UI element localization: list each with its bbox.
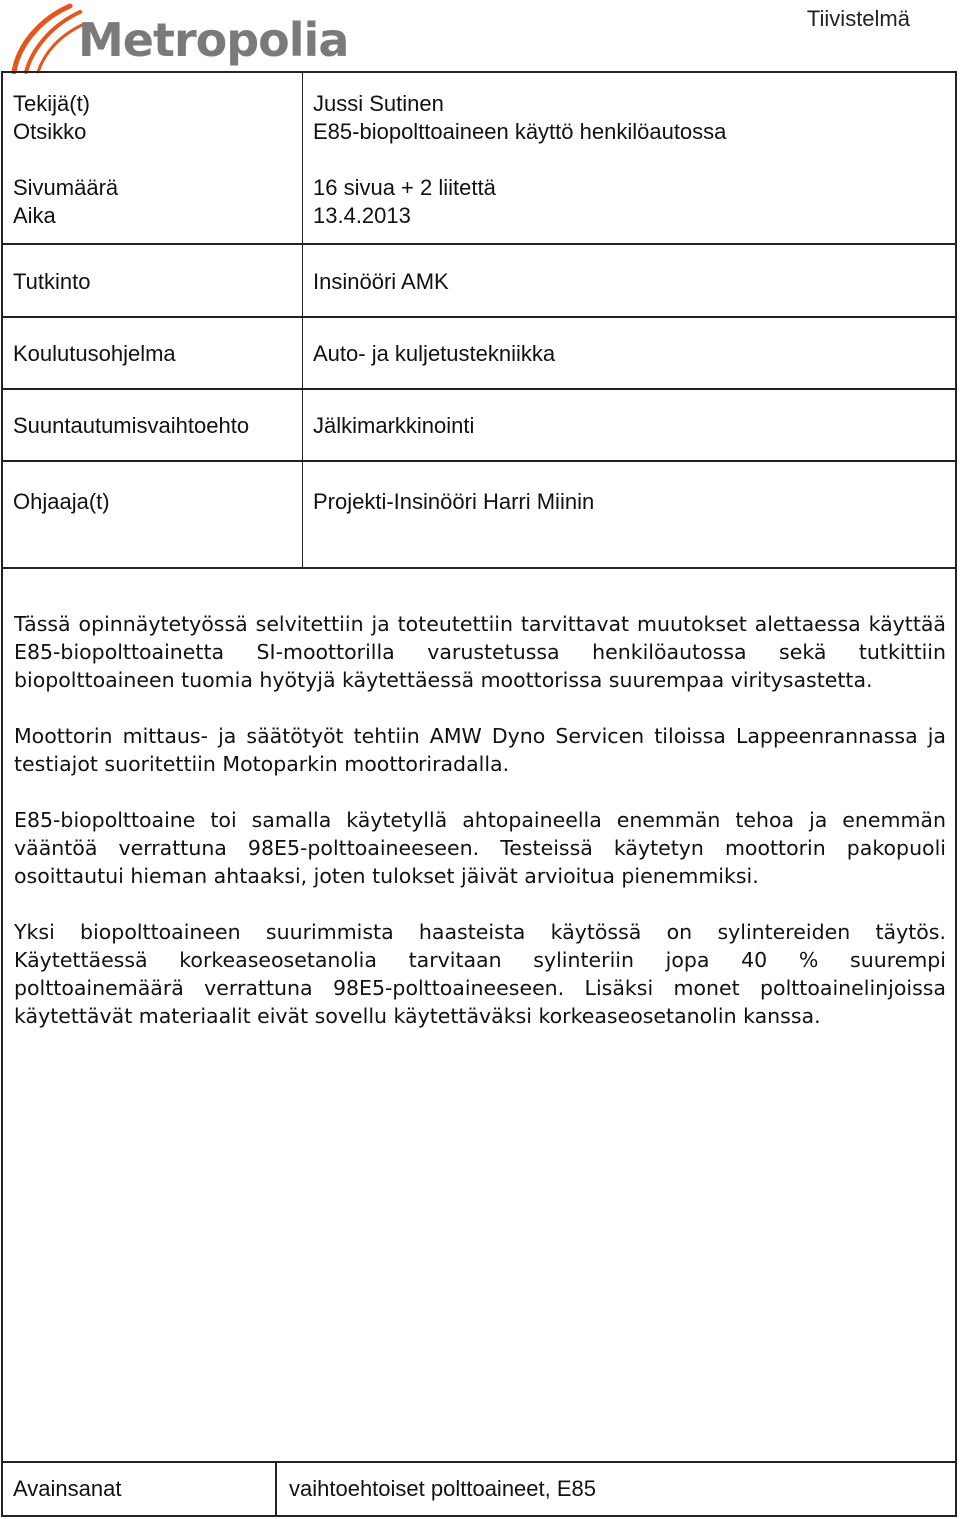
programme-label: Koulutusohjelma: [13, 341, 176, 366]
specialisation-value: Jälkimarkkinointi: [313, 413, 475, 438]
row-divider: [3, 460, 955, 462]
keywords-value: vaihtoehtoiset polttoaineet, E85: [289, 1476, 597, 1501]
supervisor-label: Ohjaaja(t): [13, 489, 110, 514]
abstract-paragraph: Moottorin mittaus- ja säätötyöt tehtiin AMW Dyno Servicen tiloissa Lappeenrannassa ja testiajot suoritettiin Motoparkin moottoriradalla.: [14, 724, 946, 776]
abstract-section: [1, 569, 957, 1462]
abstract-paragraph: E85-biopolttoaine toi samalla käytetyllä ahtopaineella enemmän tehoa ja enemmän vääntöä verrattuna 98E5-polttoaineeseen. Testeissä käytetyn moottorin pakopuoli osoittautui hieman ahtaaksi, joten tulokset jäivät arvioitua pienemmiksi.: [14, 808, 946, 888]
abstract-paragraph: Tässä opinnäytetyössä selvitettiin ja toteutettiin tarvittavat muutokset alettaessa käyttää E85-biopolttoainetta SI-moottorilla varustetussa henkilöautossa sekä tutkittiin biopolttoaineen tuomia hyötyjä käytettäessä moottorissa suurempaa viritysastetta.: [14, 612, 946, 692]
row-divider: [3, 243, 955, 245]
degree-value: Insinööri AMK: [313, 269, 449, 294]
degree-label: Tutkinto: [13, 269, 91, 294]
row-divider: [3, 388, 955, 390]
title-label: Otsikko: [13, 119, 87, 144]
logo-swoosh-icon: [8, 2, 88, 74]
supervisor-value: Projekti-Insinööri Harri Miinin: [313, 489, 595, 514]
pages-label: Sivumäärä: [13, 175, 119, 200]
programme-value: Auto- ja kuljetustekniikka: [313, 341, 556, 366]
column-divider: [302, 73, 303, 567]
title-value: E85-biopolttoaineen käyttö henkilöautossa: [313, 119, 727, 144]
abstract-paragraph: Yksi biopolttoaineen suurimmista haasteista käytössä on sylintereiden täytös. Käytettäessä korkeaseosetanolia tarvitaan sylinteriin jopa 40 % suurempi polttoainemäärä verrattuna 98E5-polttoaineeseen. Lisäksi monet polttoainelinjoissa käytettävät materiaalit eivät sovellu käytettäväksi korkeaseosetanolin kanssa.: [14, 920, 946, 1028]
logo-text: Metropolia: [78, 13, 349, 67]
author-value: Jussi Sutinen: [313, 91, 444, 116]
info-table: [1, 71, 957, 569]
row-divider: [3, 316, 955, 318]
date-value: 13.4.2013: [313, 203, 411, 228]
date-label: Aika: [13, 203, 56, 228]
column-divider: [275, 1463, 277, 1515]
author-label: Tekijä(t): [13, 91, 91, 116]
specialisation-label: Suuntautumisvaihtoehto: [13, 413, 250, 438]
keywords-row: [1, 1461, 957, 1517]
metropolia-logo: [8, 2, 349, 72]
keywords-label: Avainsanat: [13, 1476, 122, 1501]
pages-value: 16 sivua + 2 liitettä: [313, 175, 496, 200]
document-type: Tiivistelmä: [806, 6, 910, 31]
